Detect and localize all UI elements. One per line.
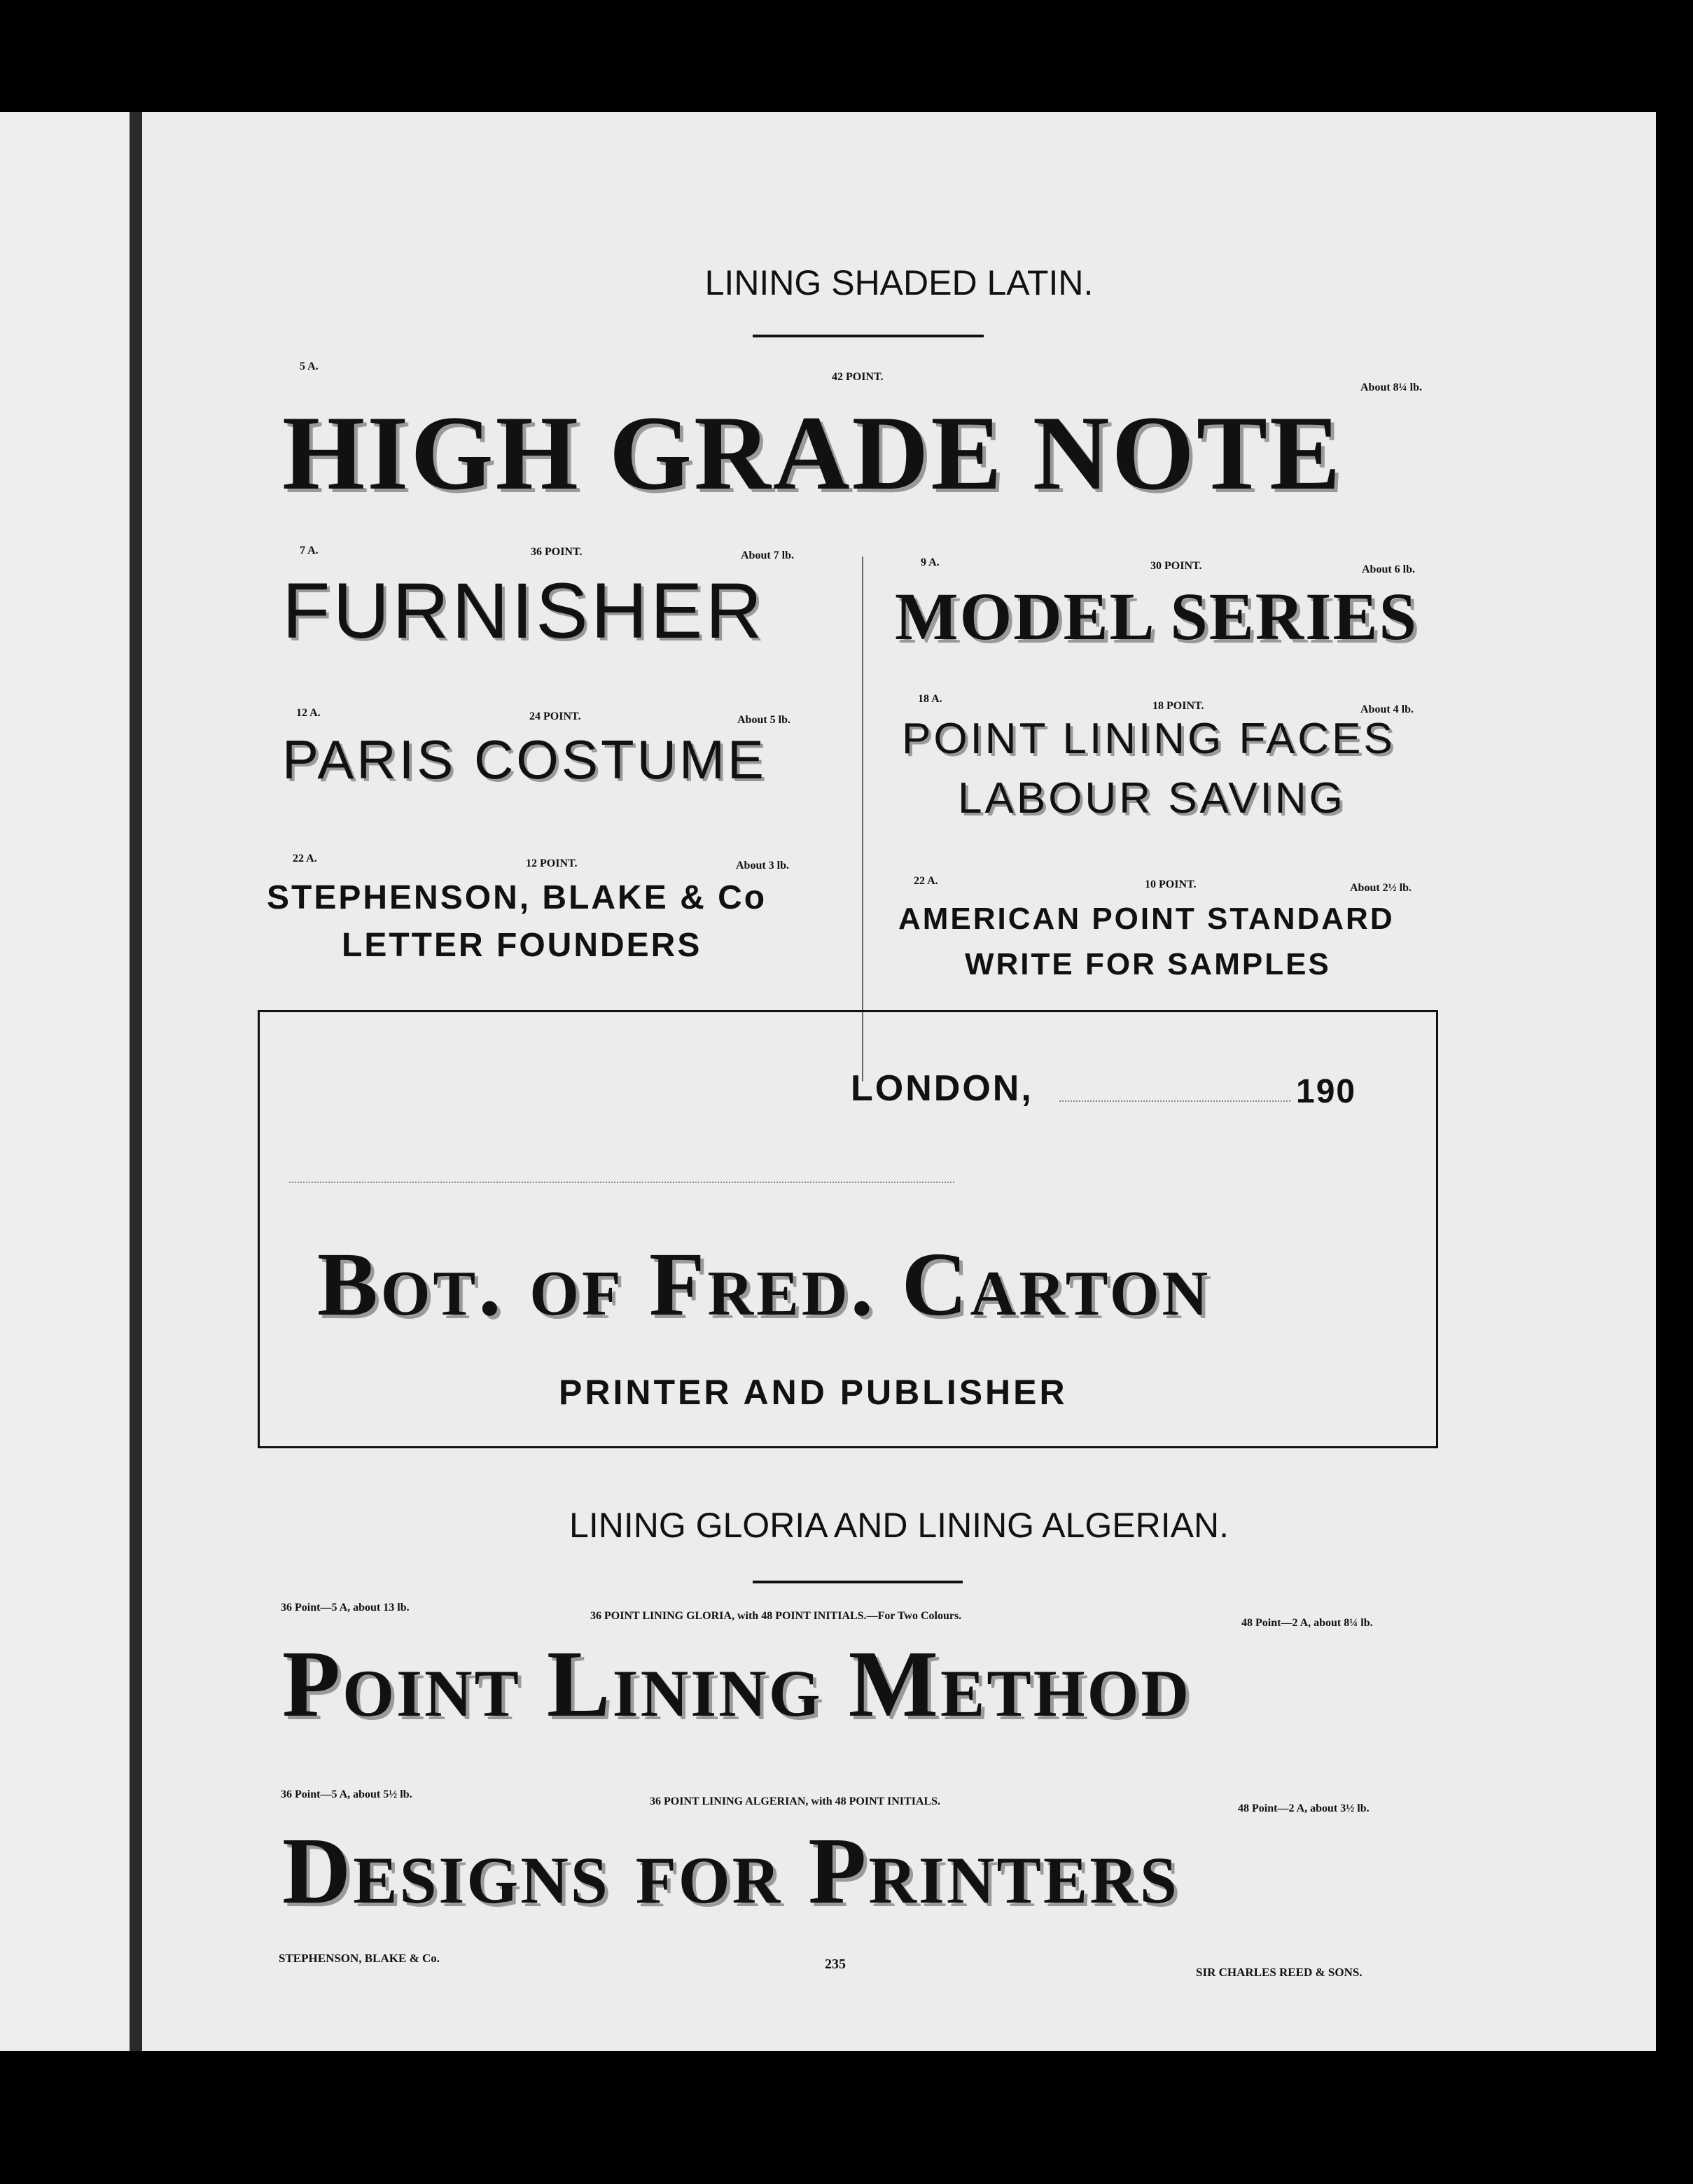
- page-number: 235: [825, 1956, 846, 1972]
- spec-size: 18 POINT.: [1152, 700, 1204, 712]
- sample-labour-saving: LABOUR SAVING: [958, 774, 1346, 822]
- title-rule: [753, 1581, 963, 1583]
- spec-algerian-left: 36 Point—5 A, about 5½ lb.: [281, 1788, 412, 1800]
- sample-designs-for-printers: Designs for Printers: [282, 1819, 1179, 1924]
- spec-weight: About 7 lb.: [741, 550, 795, 561]
- spec-size: 36 POINT.: [531, 546, 583, 558]
- spec-count: 22 A.: [293, 853, 317, 864]
- spec-algerian-right: 48 Point—2 A, about 3½ lb.: [1238, 1802, 1370, 1814]
- spec-weight: About 6 lb.: [1362, 564, 1416, 575]
- sample-letter-founders: LETTER FOUNDERS: [342, 927, 702, 964]
- spec-weight: About 3 lb.: [736, 860, 790, 872]
- sample-write-for-samples: WRITE FOR SAMPLES: [965, 947, 1331, 981]
- billhead-subtitle: PRINTER AND PUBLISHER: [559, 1373, 1068, 1412]
- spec-gloria-right: 48 Point—2 A, about 8¼ lb.: [1241, 1617, 1373, 1629]
- spec-size: 24 POINT.: [529, 710, 581, 722]
- footer-right: SIR CHARLES REED & SONS.: [1196, 1966, 1363, 1979]
- spec-weight: About 4 lb.: [1360, 704, 1414, 715]
- spec-count: 9 A.: [921, 556, 940, 568]
- billhead-name: Bot. of Fred. Carton: [317, 1234, 1211, 1335]
- footer-left: STEPHENSON, BLAKE & Co.: [279, 1952, 440, 1965]
- spec-size: 30 POINT.: [1150, 560, 1202, 572]
- spec-gloria-left: 36 Point—5 A, about 13 lb.: [281, 1602, 410, 1614]
- spec-weight: About 8¼ lb.: [1360, 382, 1423, 393]
- sample-american-point-standard: AMERICAN POINT STANDARD: [898, 902, 1395, 936]
- spec-size: 10 POINT.: [1145, 878, 1197, 890]
- spec-algerian-center: 36 POINT LINING ALGERIAN, with 48 POINT INITIALS.: [650, 1795, 941, 1807]
- spec-size: 42 POINT.: [832, 371, 884, 383]
- section-title-gloria-algerian: LINING GLORIA AND LINING ALGERIAN.: [569, 1506, 1229, 1545]
- book-spine: [130, 112, 142, 2051]
- section-title-shaded-latin: LINING SHADED LATIN.: [704, 263, 1094, 302]
- sample-point-lining-method: Point Lining Method: [282, 1632, 1192, 1737]
- specimen-page: [142, 112, 1656, 2051]
- sample-stephenson-blake: STEPHENSON, BLAKE & Co: [267, 879, 767, 916]
- spec-count: 22 A.: [914, 875, 938, 887]
- billhead-city: LONDON,: [851, 1068, 1033, 1109]
- spec-gloria-center: 36 POINT LINING GLORIA, with 48 POINT INITIALS.—For Two Colours.: [590, 1610, 962, 1622]
- sample-high-grade-note: HIGH GRADE NOTE: [282, 394, 1343, 512]
- sample-point-lining-faces: POINT LINING FACES: [902, 715, 1395, 763]
- spec-count: 12 A.: [296, 707, 321, 719]
- spec-weight: About 5 lb.: [737, 714, 791, 726]
- column-divider: [862, 556, 863, 1082]
- spec-count: 18 A.: [918, 693, 942, 705]
- spec-count: 7 A.: [300, 545, 319, 556]
- spec-size: 12 POINT.: [526, 858, 578, 869]
- date-dotted-line: [1059, 1100, 1290, 1102]
- spec-weight: About 2½ lb.: [1350, 882, 1412, 894]
- sample-model-series: MODEL SERIES: [895, 579, 1418, 654]
- billhead-year: 190: [1296, 1073, 1357, 1110]
- sample-furnisher: FURNISHER: [282, 567, 765, 654]
- sample-paris-costume: PARIS COSTUME: [282, 729, 767, 790]
- spec-count: 5 A.: [300, 360, 319, 372]
- address-dotted-line: [289, 1182, 954, 1183]
- facing-page-edge: [0, 112, 130, 2051]
- title-rule: [753, 335, 984, 337]
